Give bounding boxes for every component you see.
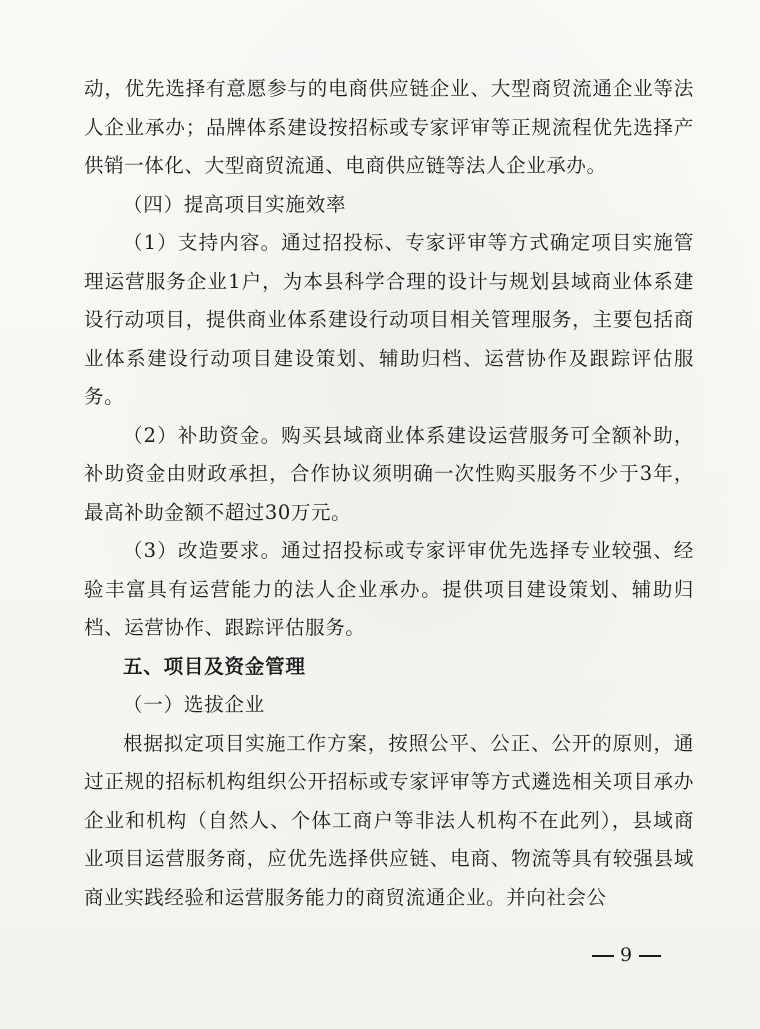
section-heading-select-enterprises: （一）选拔企业 xyxy=(123,693,266,716)
paragraph-renovation-requirements: （3）改造要求。通过招投标或专家评审优先选择专业较强、经验丰富具有运营能力的法人企业承办。提供项目建设策划、辅助归档、运营协作、跟踪评估服务。 xyxy=(84,539,694,639)
section-heading-improve-efficiency: （四）提高项目实施效率 xyxy=(123,192,347,216)
chapter-heading-project-fund-management: 五、项目及资金管理 xyxy=(123,654,306,678)
page-number-left-dash xyxy=(592,955,614,957)
page-number-right-dash xyxy=(639,955,661,957)
paragraph-support-content: （1）支持内容。通过招投标、专家评审等方式确定项目实施管理运营服务企业1户，为本县科学合理的设计与规划县域商业体系建设行动项目，提供商业体系建设行动项目相关管理服务，主要包括商业体系建设行动项目建设策划、辅助归档、运营协作及跟踪评估服务。 xyxy=(84,231,694,408)
page-number-value: 9 xyxy=(620,944,634,966)
paragraph-subsidy-funds: （2）补助资金。购买县域商业体系建设运营服务可全额补助，补助资金由财政承担，合作协议须明确一次性购买服务不少于3年，最高补助金额不超过30万元。 xyxy=(84,423,694,524)
document-body xyxy=(84,70,694,917)
page-number xyxy=(586,944,667,966)
paragraph-selection-method: 根据拟定项目实施工作方案，按照公平、公正、公开的原则，通过正规的招标机构组织公开招标或专家评审等方式遴选相关项目承办企业和机构（自然人、个体工商户等非法人机构不在此列），县域商业项目运营服务商，应优先选择供应链、电商、物流等具有较强县域商业实践经验和运营服务能力的商贸流通企业。并向社会公 xyxy=(84,731,694,909)
paragraph-continuation: 动，优先选择有意愿参与的电商供应链企业、大型商贸流通企业等法人企业承办；品牌体系建设按招标或专家评审等正规流程优先选择产供销一体化、大型商贸流通、电商供应链等法人企业承办。 xyxy=(84,77,694,177)
